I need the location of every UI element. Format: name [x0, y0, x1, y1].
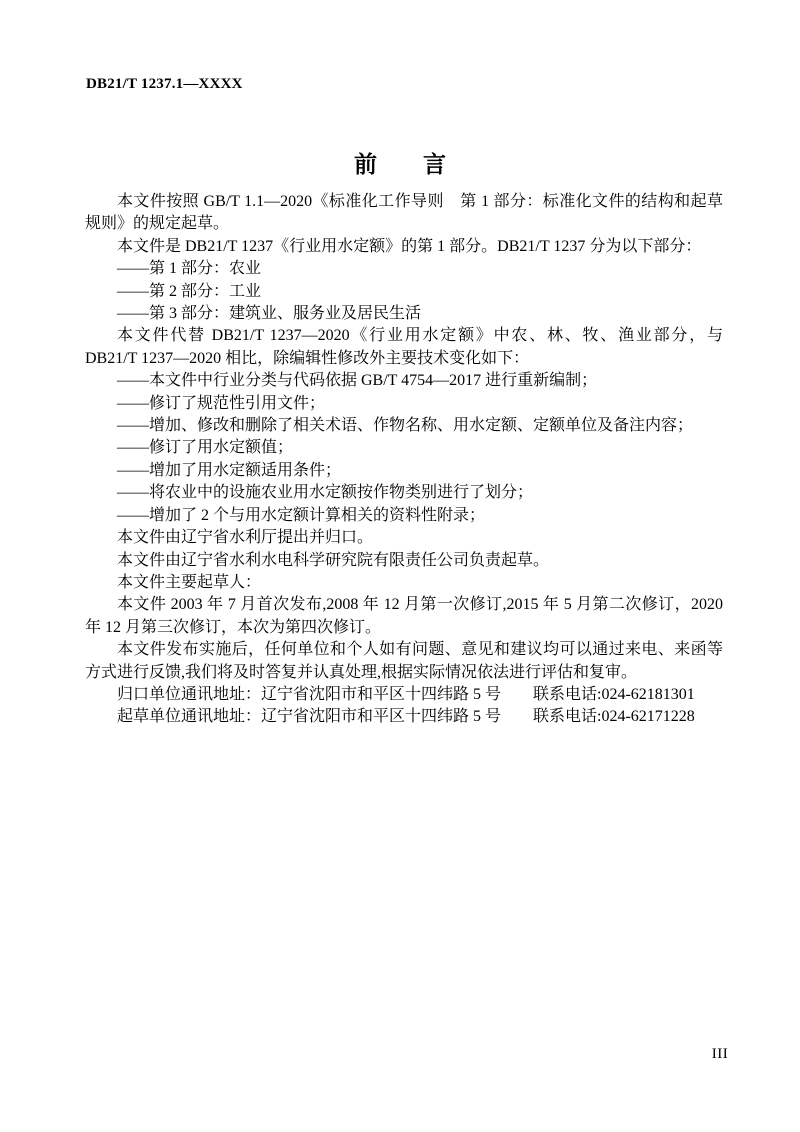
foreword-paragraph: 本文件 2003 年 7 月首次发布,2008 年 12 月第一次修订,2015 年 5 月第二次修订，2020 年 12 月第三次修订，本次为第四次修订。	[85, 596, 727, 636]
foreword-list-item: ——增加、修改和删除了相关术语、作物名称、用水定额、定额单位及备注内容；	[117, 417, 694, 435]
foreword-paragraph: 本文件主要起草人：	[117, 573, 262, 591]
foreword-list-item: ——修订了规范性引用文件；	[117, 394, 326, 412]
foreword-list-item: ——增加了用水定额适用条件；	[117, 461, 342, 479]
foreword-list-item: ——增加了 2 个与用水定额计算相关的资料性附录；	[117, 506, 486, 524]
foreword-list-item: ——第 1 部分：农业	[117, 260, 262, 278]
foreword-contact-line: 归口单位通讯地址：辽宁省沈阳市和平区十四纬路 5 号 联系电话:024-62181301	[117, 685, 695, 703]
page-number: III	[711, 1046, 729, 1062]
foreword-paragraph: 本文件发布实施后，任何单位和个人如有问题、意见和建议均可以通过来电、来函等方式进行反馈,我们将及时答复并认真处理,根据实际情况依法进行评估和复审。	[85, 641, 723, 681]
foreword-list-item: ——本文件中行业分类与代码依据 GB/T 4754—2017 进行重新编制；	[117, 372, 598, 390]
foreword-content	[85, 191, 727, 729]
foreword-list-item: ——第 3 部分：建筑业、服务业及居民生活	[117, 305, 422, 323]
foreword-list-item: ——第 2 部分：工业	[117, 282, 262, 300]
foreword-list-item: ——将农业中的设施农业用水定额按作物类别进行了划分；	[117, 484, 534, 502]
foreword-paragraph: 本文件按照 GB/T 1.1—2020《标准化工作导则 第 1 部分：标准化文件的结构和起草规则》的规定起草。	[85, 193, 723, 233]
document-number-header: DB21/T 1237.1—XXXX	[86, 76, 243, 92]
foreword-contact-line: 起草单位通讯地址：辽宁省沈阳市和平区十四纬路 5 号 联系电话:024-62171228	[117, 708, 695, 726]
foreword-paragraph: 本文件代替 DB21/T 1237—2020《行业用水定额》中农、林、牧、渔业部分，与 DB21/T 1237—2020 相比，除编辑性修改外主要技术变化如下：	[85, 327, 727, 367]
foreword-paragraph: 本文件是 DB21/T 1237《行业用水定额》的第 1 部分。DB21/T 1237 分为以下部分：	[117, 237, 702, 255]
foreword-title: 前 言	[354, 151, 446, 177]
foreword-paragraph: 本文件由辽宁省水利水电科学研究院有限责任公司负责起草。	[117, 551, 550, 569]
foreword-paragraph: 本文件由辽宁省水利厅提出并归口。	[117, 529, 374, 547]
foreword-list-item: ——修订了用水定额值；	[117, 439, 294, 457]
